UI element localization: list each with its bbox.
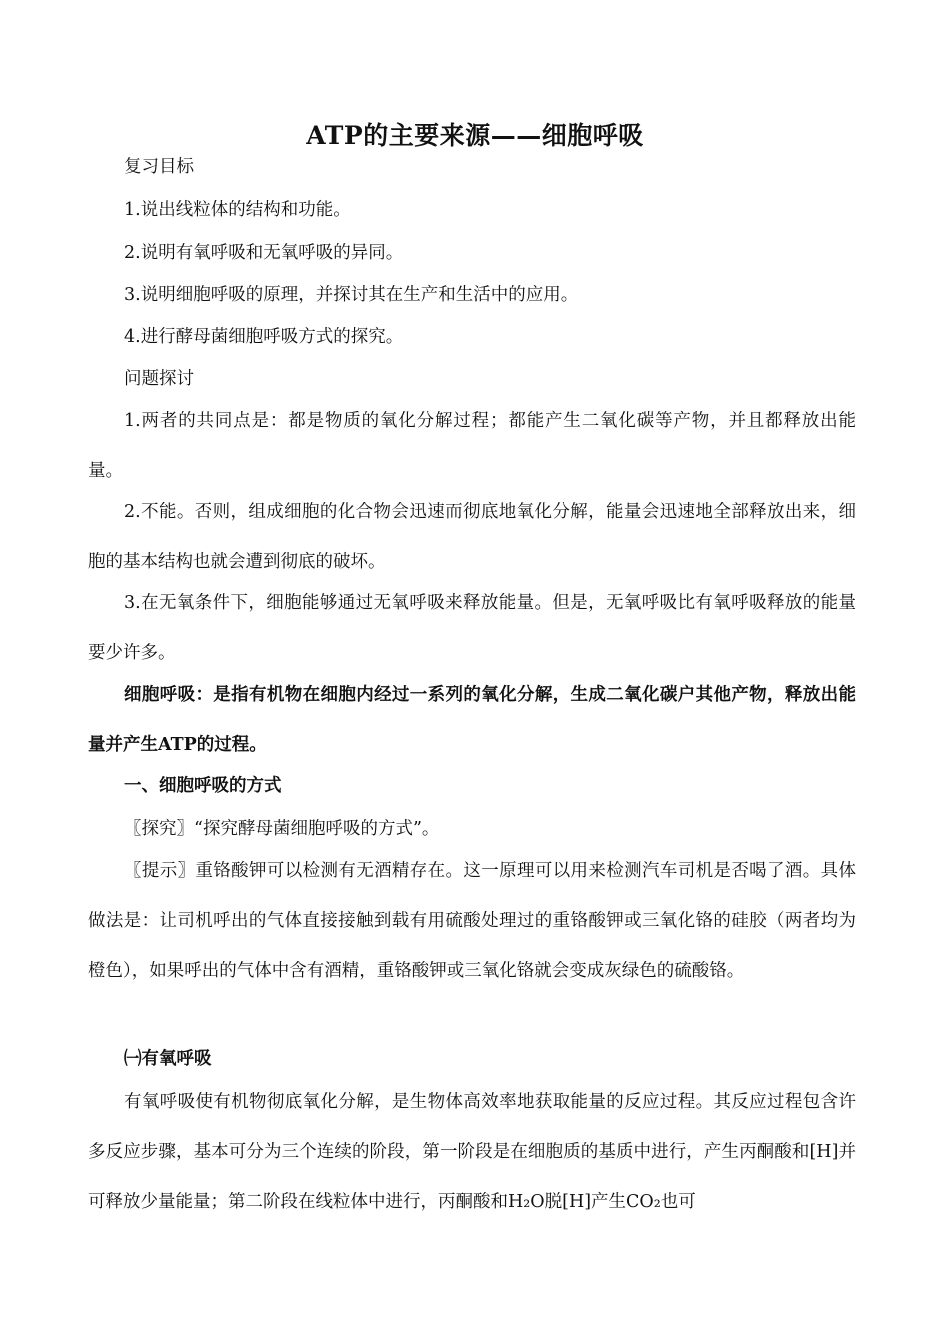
page-title: ATP的主要来源——细胞呼吸: [306, 121, 644, 150]
goal-item-4: 4.进行酵母菌细胞呼吸方式的探究。: [124, 327, 404, 347]
goal-item-1: 1.说出线粒体的结构和功能。: [124, 200, 351, 220]
explore-paragraph: 〖探究〗“探究酵母菌细胞呼吸的方式”。: [124, 819, 440, 839]
goal-item-3: 3.说明细胞呼吸的原理，并探讨其在生产和生活中的应用。: [124, 285, 579, 305]
goal-item-2: 2.说明有氧呼吸和无氧呼吸的异同。: [124, 243, 404, 263]
definition-paragraph: 细胞呼吸：是指有机物在细胞内经过一系列的氧化分解，生成二氧化碳户其他产物，释放出能量并产生ATP的过程。: [88, 685, 856, 755]
section-questions-heading: 问题探讨: [124, 369, 194, 389]
hint-paragraph: 〖提示〗重铬酸钾可以检测有无酒精存在。这一原理可以用来检测汽车司机是否喝了酒。具体做法是：让司机呼出的气体直接接触到载有用硫酸处理过的重铬酸钾或三氧化铬的硅胶（两者均为橙色），如果呼出的气体中含有酒精，重铬酸钾或三氧化铬就会变成灰绿色的硫酸铬。: [88, 861, 856, 981]
answer-paragraph-2: 2.不能。否则，组成细胞的化合物会迅速而彻底地氧化分解，能量会迅速地全部释放出来，细胞的基本结构也就会遭到彻底的破坏。: [88, 502, 856, 572]
answer-paragraph-1: 1.两者的共同点是：都是物质的氧化分解过程；都能产生二氧化碳等产物，并且都释放出能量。: [88, 411, 856, 481]
section-heading-1: 一、细胞呼吸的方式: [124, 776, 282, 796]
aerobic-heading: ㈠有氧呼吸: [124, 1049, 212, 1069]
aerobic-paragraph: 有氧呼吸使有机物彻底氧化分解，是生物体高效率地获取能量的反应过程。其反应过程包含许多反应步骤，基本可分为三个连续的阶段，第一阶段是在细胞质的基质中进行，产生丙酮酸和[H]并可释放少量能量；第二阶段在线粒体中进行，丙酮酸和H₂O脱[H]产生CO₂也可: [88, 1092, 856, 1212]
section-review-heading: 复习目标: [124, 157, 194, 177]
answer-paragraph-3: 3.在无氧条件下，细胞能够通过无氧呼吸来释放能量。但是，无氧呼吸比有氧呼吸释放的能量要少许多。: [88, 593, 856, 663]
